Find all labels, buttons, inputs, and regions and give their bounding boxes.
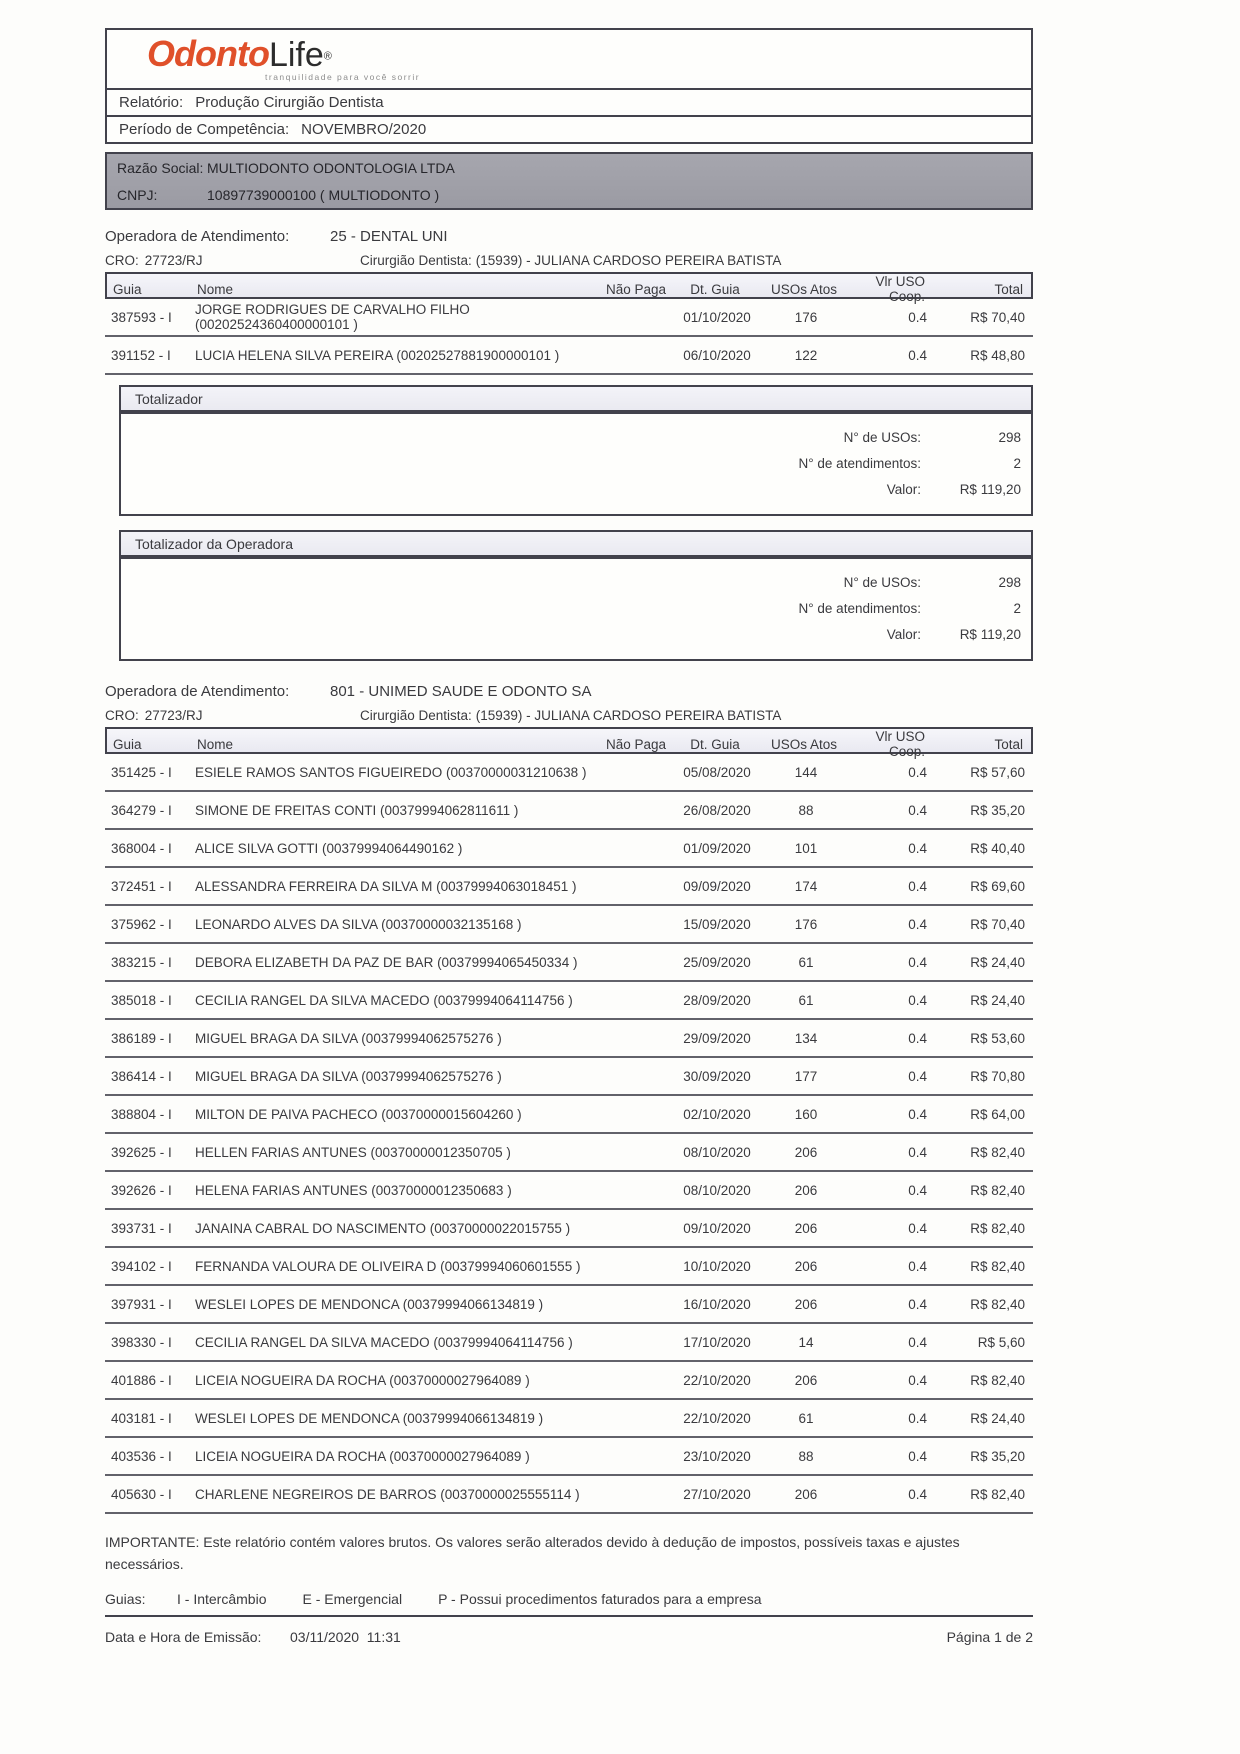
table-row xyxy=(105,944,1033,982)
total-cell: R$ 70,40 xyxy=(970,916,1025,932)
valor-value: R$ 119,20 xyxy=(959,626,1021,642)
table-body xyxy=(105,299,1033,375)
report-title-row xyxy=(107,88,1031,115)
totalizador-operadora-title: Totalizador da Operadora xyxy=(119,530,1033,557)
important-note: IMPORTANTE: Este relatório contém valores brutos. Os valores serão alterados devido à dedução de impostos, possíveis taxas e ajustes necessários. xyxy=(105,1534,960,1572)
guia-cell: 385018 - I xyxy=(111,992,172,1008)
usos-label: N° de USOs: xyxy=(843,574,921,590)
dt-guia-cell: 10/10/2020 xyxy=(683,1258,751,1274)
nome-cell: ESIELE RAMOS SANTOS FIGUEIREDO (00370000031210638 ) xyxy=(195,764,587,780)
table-body xyxy=(105,754,1033,1514)
guia-cell: 401886 - I xyxy=(111,1372,172,1388)
nome-cell: JORGE RODRIGUES DE CARVALHO FILHO (00202524360400000101 ) xyxy=(195,302,470,332)
emission-value: 03/11/2020 11:31 xyxy=(290,1629,401,1646)
nome-cell: ALICE SILVA GOTTI (00379994064490162 ) xyxy=(195,840,463,856)
nome-cell: ALESSANDRA FERREIRA DA SILVA M (00379994063018451 ) xyxy=(195,878,577,894)
emission-label: Data e Hora de Emissão: xyxy=(105,1629,262,1646)
table-row xyxy=(105,982,1033,1020)
nome-cell: MIGUEL BRAGA DA SILVA (00379994062575276 ) xyxy=(195,1068,502,1084)
guia-cell: 368004 - I xyxy=(111,840,172,856)
report-header-box xyxy=(105,28,1033,144)
guia-cell: 387593 - I xyxy=(111,309,172,325)
operadora-line xyxy=(105,679,1033,703)
col-total: Total xyxy=(994,736,1023,752)
nome-cell: CECILIA RANGEL DA SILVA MACEDO (00379994064114756 ) xyxy=(195,1334,573,1350)
dt-guia-cell: 26/08/2020 xyxy=(683,802,751,818)
vlr-uso-cell: 0.4 xyxy=(908,954,927,970)
vlr-uso-cell: 0.4 xyxy=(908,1144,927,1160)
totalizador-title: Totalizador xyxy=(119,385,1033,412)
total-cell: R$ 35,20 xyxy=(970,1448,1025,1464)
dt-guia-cell: 28/09/2020 xyxy=(683,992,751,1008)
table-row xyxy=(105,754,1033,792)
total-cell: R$ 64,00 xyxy=(970,1106,1025,1122)
nome-cell: LUCIA HELENA SILVA PEREIRA (00202527881900000101 ) xyxy=(195,347,560,363)
vlr-uso-cell: 0.4 xyxy=(908,347,927,363)
nome-cell: SIMONE DE FREITAS CONTI (00379994062811611 ) xyxy=(195,802,519,818)
usos-atos-cell: 101 xyxy=(794,840,818,856)
total-cell: R$ 48,80 xyxy=(970,347,1025,363)
dt-guia-cell: 06/10/2020 xyxy=(683,347,751,363)
dt-guia-cell: 08/10/2020 xyxy=(683,1182,751,1198)
col-vlr-uso: Vlr USO Coop. xyxy=(875,729,925,759)
nome-cell: LICEIA NOGUEIRA DA ROCHA (00370000027964089 ) xyxy=(195,1448,530,1464)
dt-guia-cell: 02/10/2020 xyxy=(683,1106,751,1122)
emission-line xyxy=(105,1623,1033,1651)
table-row xyxy=(105,792,1033,830)
dentist-value: (15939) - JULIANA CARDOSO PEREIRA BATISTA xyxy=(475,252,782,268)
guias-label: Guias: xyxy=(105,1591,146,1608)
cro-value: 27723/RJ xyxy=(144,252,203,268)
total-cell: R$ 40,40 xyxy=(970,840,1025,856)
company-info-box xyxy=(105,152,1033,210)
total-cell: R$ 24,40 xyxy=(970,1410,1025,1426)
operadora-value: 801 - UNIMED SAUDE E ODONTO SA xyxy=(330,682,592,700)
usos-atos-cell: 88 xyxy=(798,802,814,818)
report-period-row xyxy=(107,115,1031,142)
table-row xyxy=(105,1210,1033,1248)
totalizador-body xyxy=(119,412,1033,516)
guia-cell: 394102 - I xyxy=(111,1258,172,1274)
valor-label: Valor: xyxy=(886,481,921,497)
cro-line xyxy=(105,703,1033,727)
atendimentos-value: 2 xyxy=(1013,455,1021,471)
total-cell: R$ 70,40 xyxy=(970,309,1025,325)
usos-atos-cell: 61 xyxy=(798,954,814,970)
col-guia: Guia xyxy=(113,736,142,752)
report-title-label: Relatório: xyxy=(119,94,184,111)
usos-atos-cell: 206 xyxy=(794,1220,818,1236)
dentist-value: (15939) - JULIANA CARDOSO PEREIRA BATISTA xyxy=(475,707,782,723)
legend-intercambio: I - Intercâmbio xyxy=(177,1591,267,1608)
vlr-uso-cell: 0.4 xyxy=(908,992,927,1008)
vlr-uso-cell: 0.4 xyxy=(908,1258,927,1274)
guia-cell: 397931 - I xyxy=(111,1296,172,1312)
vlr-uso-cell: 0.4 xyxy=(908,1030,927,1046)
dt-guia-cell: 23/10/2020 xyxy=(683,1448,751,1464)
nome-cell: CECILIA RANGEL DA SILVA MACEDO (00379994064114756 ) xyxy=(195,992,573,1008)
report-period-value: NOVEMBRO/2020 xyxy=(301,121,427,138)
dt-guia-cell: 29/09/2020 xyxy=(683,1030,751,1046)
total-cell: R$ 82,40 xyxy=(970,1372,1025,1388)
usos-atos-cell: 206 xyxy=(794,1144,818,1160)
totalizador-operadora-body xyxy=(119,557,1033,661)
totalizador-row xyxy=(121,450,1021,476)
dentist-label: Cirurgião Dentista: xyxy=(360,252,472,268)
vlr-uso-cell: 0.4 xyxy=(908,1448,927,1464)
table-header xyxy=(105,272,1033,304)
report-content xyxy=(105,28,1033,1651)
guia-cell: 364279 - I xyxy=(111,802,172,818)
vlr-uso-cell: 0.4 xyxy=(908,1068,927,1084)
totalizador-row xyxy=(121,595,1021,621)
totalizador-row xyxy=(121,621,1021,647)
total-cell: R$ 35,20 xyxy=(970,802,1025,818)
report-period-label: Período de Competência: xyxy=(119,121,290,138)
nome-cell: WESLEI LOPES DE MENDONCA (00379994066134819 ) xyxy=(195,1410,544,1426)
usos-atos-cell: 134 xyxy=(794,1030,818,1046)
guia-cell: 398330 - I xyxy=(111,1334,172,1350)
table-row xyxy=(105,1096,1033,1134)
dt-guia-cell: 30/09/2020 xyxy=(683,1068,751,1084)
usos-atos-cell: 174 xyxy=(794,878,818,894)
cnpj-row xyxy=(107,181,1031,208)
logo-life-text: Life xyxy=(268,36,324,75)
guia-cell: 386414 - I xyxy=(111,1068,172,1084)
nome-cell: DEBORA ELIZABETH DA PAZ DE BAR (00379994065450334 ) xyxy=(195,954,578,970)
dt-guia-cell: 22/10/2020 xyxy=(683,1410,751,1426)
guia-cell: 383215 - I xyxy=(111,954,172,970)
table-row xyxy=(105,868,1033,906)
operadora-label: Operadora de Atendimento: xyxy=(105,227,290,245)
dt-guia-cell: 09/10/2020 xyxy=(683,1220,751,1236)
totalizador-row xyxy=(121,424,1021,450)
totalizador-row xyxy=(121,569,1021,595)
cro-label: CRO: xyxy=(105,707,139,723)
table-row xyxy=(105,1400,1033,1438)
dentist-pair xyxy=(360,253,785,268)
table-row xyxy=(105,1438,1033,1476)
total-cell: R$ 70,80 xyxy=(970,1068,1025,1084)
nome-cell: FERNANDA VALOURA DE OLIVEIRA D (00379994060601555 ) xyxy=(195,1258,581,1274)
col-nome: Nome xyxy=(197,281,234,297)
nome-cell: MIGUEL BRAGA DA SILVA (00379994062575276 ) xyxy=(195,1030,502,1046)
legend-emergencial: E - Emergencial xyxy=(302,1591,403,1608)
nome-cell: WESLEI LOPES DE MENDONCA (00379994066134819 ) xyxy=(195,1296,544,1312)
usos-label: N° de USOs: xyxy=(843,429,921,445)
table-row xyxy=(105,1058,1033,1096)
total-cell: R$ 24,40 xyxy=(970,954,1025,970)
vlr-uso-cell: 0.4 xyxy=(908,916,927,932)
atendimentos-label: N° de atendimentos: xyxy=(798,600,921,616)
razao-social-value: MULTIODONTO ODONTOLOGIA LTDA xyxy=(207,159,455,176)
totalizador-box xyxy=(119,385,1033,516)
vlr-uso-cell: 0.4 xyxy=(908,309,927,325)
cro-line xyxy=(105,248,1033,272)
guia-cell: 392626 - I xyxy=(111,1182,172,1198)
usos-atos-cell: 206 xyxy=(794,1372,818,1388)
table-row xyxy=(105,1476,1033,1514)
total-cell: R$ 82,40 xyxy=(970,1182,1025,1198)
totalizador-operadora-box xyxy=(119,530,1033,661)
usos-atos-cell: 176 xyxy=(794,916,818,932)
total-cell: R$ 82,40 xyxy=(970,1144,1025,1160)
table-row xyxy=(105,1362,1033,1400)
col-vlr-uso: Vlr USO Coop. xyxy=(875,274,925,304)
legend-faturados: P - Possui procedimentos faturados para a empresa xyxy=(438,1591,762,1608)
atendimentos-label: N° de atendimentos: xyxy=(798,455,921,471)
operadora-value: 25 - DENTAL UNI xyxy=(330,227,448,245)
table-header xyxy=(105,727,1033,759)
total-cell: R$ 82,40 xyxy=(970,1220,1025,1236)
cro-label: CRO: xyxy=(105,252,139,268)
col-dt-guia: Dt. Guia xyxy=(690,736,740,752)
cro-pair xyxy=(105,708,360,723)
usos-atos-cell: 61 xyxy=(798,1410,814,1426)
table-row xyxy=(105,1248,1033,1286)
col-nao-paga: Não Paga xyxy=(605,736,667,752)
vlr-uso-cell: 0.4 xyxy=(908,840,927,856)
dentist-pair xyxy=(360,708,785,723)
table-row xyxy=(105,1286,1033,1324)
cnpj-label: CNPJ: xyxy=(117,186,158,203)
col-dt-guia: Dt. Guia xyxy=(690,281,740,297)
col-usos-atos: USOs Atos xyxy=(770,281,838,297)
dt-guia-cell: 17/10/2020 xyxy=(683,1334,751,1350)
vlr-uso-cell: 0.4 xyxy=(908,1372,927,1388)
total-cell: R$ 53,60 xyxy=(970,1030,1025,1046)
usos-atos-cell: 206 xyxy=(794,1258,818,1274)
guia-cell: 403181 - I xyxy=(111,1410,172,1426)
table-row xyxy=(105,1134,1033,1172)
col-nao-paga: Não Paga xyxy=(605,281,667,297)
col-total: Total xyxy=(994,281,1023,297)
valor-value: R$ 119,20 xyxy=(959,481,1021,497)
dentist-label: Cirurgião Dentista: xyxy=(360,707,472,723)
usos-atos-cell: 206 xyxy=(794,1296,818,1312)
dt-guia-cell: 01/10/2020 xyxy=(683,309,751,325)
guia-cell: 372451 - I xyxy=(111,878,172,894)
usos-atos-cell: 14 xyxy=(798,1334,814,1350)
table-row xyxy=(105,337,1033,375)
logo-tagline: tranquilidade para você sorrir xyxy=(265,72,421,83)
dt-guia-cell: 25/09/2020 xyxy=(683,954,751,970)
vlr-uso-cell: 0.4 xyxy=(908,764,927,780)
total-cell: R$ 5,60 xyxy=(977,1334,1025,1350)
usos-atos-cell: 176 xyxy=(794,309,818,325)
usos-atos-cell: 88 xyxy=(798,1448,814,1464)
col-nome: Nome xyxy=(197,736,234,752)
nome-cell: LICEIA NOGUEIRA DA ROCHA (00370000027964089 ) xyxy=(195,1372,530,1388)
guia-cell: 375962 - I xyxy=(111,916,172,932)
usos-value: 298 xyxy=(998,429,1021,445)
vlr-uso-cell: 0.4 xyxy=(908,1334,927,1350)
usos-atos-cell: 122 xyxy=(794,347,818,363)
report-footer xyxy=(105,1532,1033,1651)
vlr-uso-cell: 0.4 xyxy=(908,1410,927,1426)
vlr-uso-cell: 0.4 xyxy=(908,1182,927,1198)
nome-cell: JANAINA CABRAL DO NASCIMENTO (00370000022015755 ) xyxy=(195,1220,571,1236)
table-row xyxy=(105,1324,1033,1362)
col-usos-atos: USOs Atos xyxy=(770,736,838,752)
report-title-value: Produção Cirurgião Dentista xyxy=(195,94,384,111)
total-cell: R$ 82,40 xyxy=(970,1258,1025,1274)
dt-guia-cell: 01/09/2020 xyxy=(683,840,751,856)
razao-social-label: Razão Social: xyxy=(117,159,204,176)
logo-odonto-text: Odonto xyxy=(147,33,269,75)
table-row xyxy=(105,1020,1033,1058)
usos-value: 298 xyxy=(998,574,1021,590)
usos-atos-cell: 61 xyxy=(798,992,814,1008)
valor-label: Valor: xyxy=(886,626,921,642)
guia-cell: 392625 - I xyxy=(111,1144,172,1160)
usos-atos-cell: 144 xyxy=(794,764,818,780)
vlr-uso-cell: 0.4 xyxy=(908,1296,927,1312)
nome-cell: HELLEN FARIAS ANTUNES (00370000012350705 ) xyxy=(195,1144,511,1160)
table-row xyxy=(105,830,1033,868)
page-indicator: Página 1 de 2 xyxy=(946,1629,1033,1646)
nome-cell: MILTON DE PAIVA PACHECO (00370000015604260 ) xyxy=(195,1106,522,1122)
dt-guia-cell: 05/08/2020 xyxy=(683,764,751,780)
operadora-label: Operadora de Atendimento: xyxy=(105,682,290,700)
cro-pair xyxy=(105,253,360,268)
total-cell: R$ 82,40 xyxy=(970,1486,1025,1502)
guia-cell: 388804 - I xyxy=(111,1106,172,1122)
registered-mark-icon: ® xyxy=(323,50,332,63)
vlr-uso-cell: 0.4 xyxy=(908,802,927,818)
usos-atos-cell: 206 xyxy=(794,1182,818,1198)
guia-cell: 403536 - I xyxy=(111,1448,172,1464)
dt-guia-cell: 09/09/2020 xyxy=(683,878,751,894)
nome-cell: HELENA FARIAS ANTUNES (00370000012350683 ) xyxy=(195,1182,512,1198)
dt-guia-cell: 16/10/2020 xyxy=(683,1296,751,1312)
usos-atos-cell: 160 xyxy=(794,1106,818,1122)
guia-cell: 386189 - I xyxy=(111,1030,172,1046)
guia-cell: 393731 - I xyxy=(111,1220,172,1236)
total-cell: R$ 57,60 xyxy=(970,764,1025,780)
atendimentos-value: 2 xyxy=(1013,600,1021,616)
guia-cell: 391152 - I xyxy=(111,347,171,363)
footer-divider xyxy=(105,1615,1033,1617)
operadora-line xyxy=(105,224,1033,248)
table-row xyxy=(105,1172,1033,1210)
usos-atos-cell: 177 xyxy=(794,1068,818,1084)
total-cell: R$ 82,40 xyxy=(970,1296,1025,1312)
logo-row xyxy=(107,30,1031,88)
vlr-uso-cell: 0.4 xyxy=(908,1220,927,1236)
total-cell: R$ 69,60 xyxy=(970,878,1025,894)
cnpj-value: 10897739000100 ( MULTIODONTO ) xyxy=(207,186,440,203)
dt-guia-cell: 27/10/2020 xyxy=(683,1486,751,1502)
table-row xyxy=(105,906,1033,944)
nome-cell: LEONARDO ALVES DA SILVA (00370000032135168 ) xyxy=(195,916,522,932)
guias-legend-line xyxy=(105,1585,1033,1613)
dt-guia-cell: 22/10/2020 xyxy=(683,1372,751,1388)
guia-cell: 405630 - I xyxy=(111,1486,172,1502)
usos-atos-cell: 206 xyxy=(794,1486,818,1502)
table-row xyxy=(105,299,1033,337)
total-cell: R$ 24,40 xyxy=(970,992,1025,1008)
vlr-uso-cell: 0.4 xyxy=(908,878,927,894)
dt-guia-cell: 15/09/2020 xyxy=(683,916,751,932)
vlr-uso-cell: 0.4 xyxy=(908,1486,927,1502)
guia-cell: 351425 - I xyxy=(111,764,172,780)
nome-cell: CHARLENE NEGREIROS DE BARROS (00370000025555114 ) xyxy=(195,1486,580,1502)
vlr-uso-cell: 0.4 xyxy=(908,1106,927,1122)
totalizador-row xyxy=(121,476,1021,502)
cro-value: 27723/RJ xyxy=(144,707,203,723)
odontolife-logo xyxy=(147,33,421,83)
dt-guia-cell: 08/10/2020 xyxy=(683,1144,751,1160)
col-guia: Guia xyxy=(113,281,142,297)
razao-social-row xyxy=(107,154,1031,181)
